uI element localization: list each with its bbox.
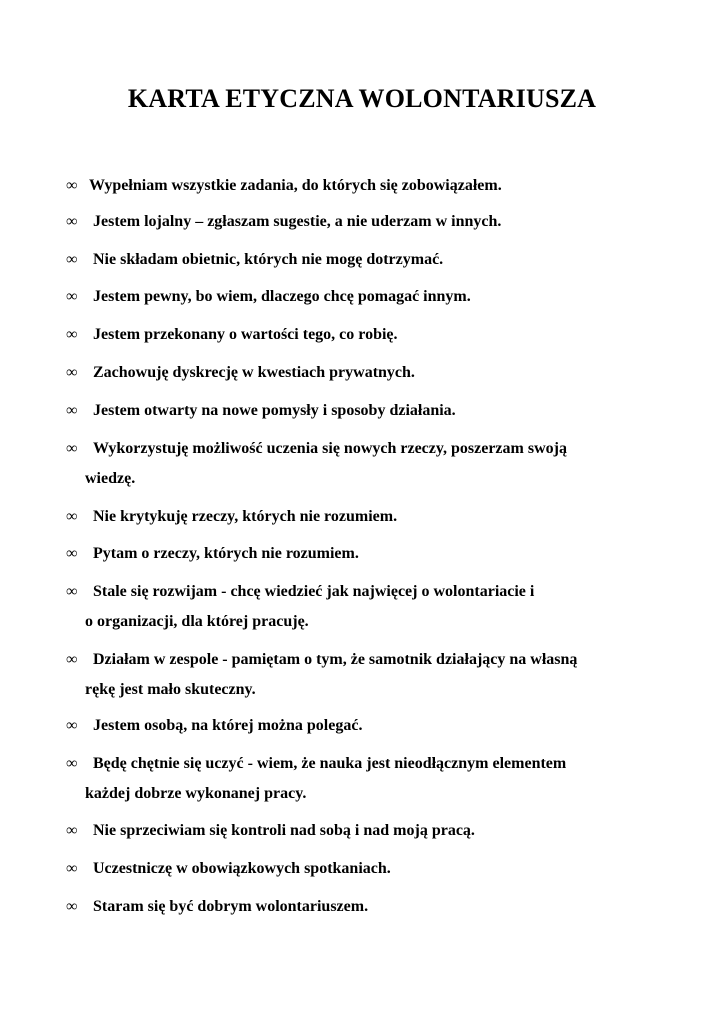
infinity-bullet-icon: ∞ bbox=[66, 860, 78, 877]
list-item-text: Nie krytykuję rzeczy, których nie rozumiem. bbox=[93, 508, 398, 525]
infinity-bullet-icon: ∞ bbox=[66, 755, 78, 772]
infinity-bullet-icon: ∞ bbox=[66, 213, 78, 230]
list-item-text: Wykorzystuję możliwość uczenia się nowych rzeczy, poszerzam swoją bbox=[93, 440, 567, 457]
list-item-text: Pytam o rzeczy, których nie rozumiem. bbox=[93, 545, 359, 562]
list-item-text: Stale się rozwijam - chcę wiedzieć jak najwięcej o wolontariacie i bbox=[93, 583, 535, 600]
infinity-bullet-icon: ∞ bbox=[66, 717, 78, 734]
list-item-text: Staram się być dobrym wolontariuszem. bbox=[93, 898, 369, 915]
list-item-text: Uczestniczę w obowiązkowych spotkaniach. bbox=[93, 860, 391, 877]
infinity-bullet-icon: ∞ bbox=[66, 364, 78, 381]
list-item-text: Nie składam obietnic, których nie mogę dotrzymać. bbox=[93, 251, 444, 268]
document-title: KARTA ETYCZNA WOLONTARIUSZA bbox=[127, 84, 597, 113]
infinity-bullet-icon: ∞ bbox=[66, 508, 78, 525]
list-item-text-continued: o organizacji, dla której pracuję. bbox=[85, 613, 309, 630]
infinity-bullet-icon: ∞ bbox=[66, 822, 78, 839]
infinity-bullet-icon: ∞ bbox=[66, 251, 78, 268]
infinity-bullet-icon: ∞ bbox=[66, 440, 78, 457]
list-item-text-continued: każdej dobrze wykonanej pracy. bbox=[85, 785, 307, 802]
list-item-text: Jestem przekonany o wartości tego, co robię. bbox=[93, 326, 398, 343]
list-item-text: Wypełniam wszystkie zadania, do których się zobowiązałem. bbox=[89, 177, 502, 194]
infinity-bullet-icon: ∞ bbox=[66, 545, 78, 562]
infinity-bullet-icon: ∞ bbox=[66, 402, 78, 419]
infinity-bullet-icon: ∞ bbox=[66, 326, 78, 343]
infinity-bullet-icon: ∞ bbox=[66, 288, 78, 305]
list-item-text: Jestem osobą, na której można polegać. bbox=[93, 717, 363, 734]
infinity-bullet-icon: ∞ bbox=[66, 583, 78, 600]
infinity-bullet-icon: ∞ bbox=[66, 177, 78, 194]
list-item-text: Jestem otwarty na nowe pomysły i sposoby działania. bbox=[93, 402, 456, 419]
list-item-text-continued: rękę jest mało skuteczny. bbox=[85, 681, 256, 698]
infinity-bullet-icon: ∞ bbox=[66, 898, 78, 915]
list-item-text: Działam w zespole - pamiętam o tym, że samotnik działający na własną bbox=[93, 651, 578, 668]
list-item-text-continued: wiedzę. bbox=[85, 470, 136, 487]
list-item-text: Nie sprzeciwiam się kontroli nad sobą i nad moją pracą. bbox=[93, 822, 475, 839]
infinity-bullet-icon: ∞ bbox=[66, 651, 78, 668]
list-item-text: Jestem lojalny – zgłaszam sugestie, a nie uderzam w innych. bbox=[93, 213, 502, 230]
list-item-text: Jestem pewny, bo wiem, dlaczego chcę pomagać innym. bbox=[93, 288, 471, 305]
list-item-text: Będę chętnie się uczyć - wiem, że nauka jest nieodłącznym elementem bbox=[93, 755, 567, 772]
list-item-text: Zachowuję dyskrecję w kwestiach prywatnych. bbox=[93, 364, 415, 381]
